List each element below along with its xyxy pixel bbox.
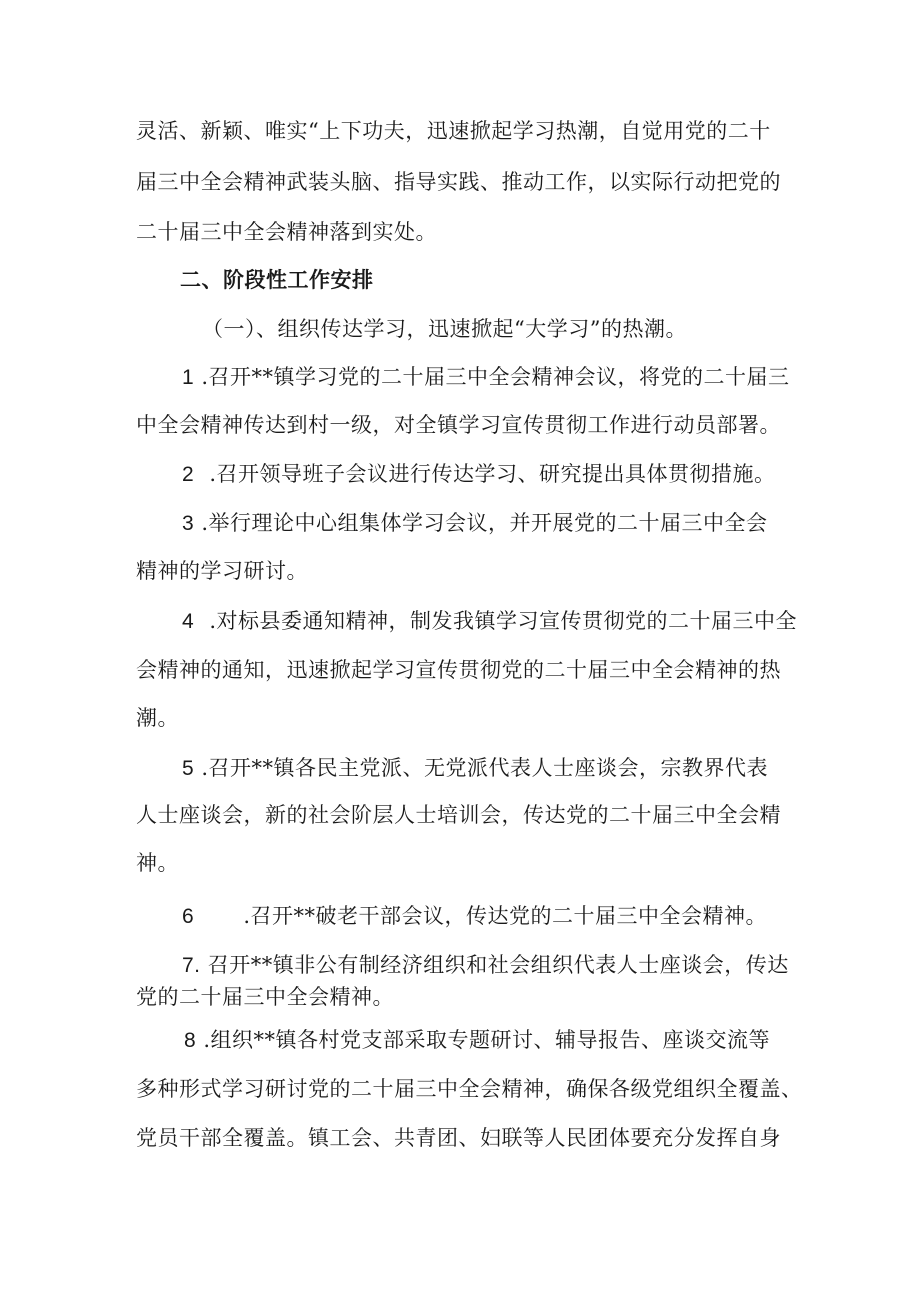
list-item-7 bbox=[182, 951, 789, 980]
item-text: .召开**镇学习党的二十届三中全会精神会议，将党的二十届三 bbox=[201, 365, 790, 389]
paragraph-line: 党员干部全覆盖。镇工会、共青团、妇联等人民团体要充分发挥自身 bbox=[136, 1126, 781, 1150]
item-number: 2 bbox=[182, 463, 195, 486]
paragraph-line: 精神的学习研讨。 bbox=[136, 559, 308, 583]
paragraph-line: 二十届三中全会精神落到实处。 bbox=[136, 220, 437, 244]
paragraph-line: 多种形式学习研讨党的二十届三中全会精神，确保各级党组织全覆盖、 bbox=[136, 1077, 803, 1101]
list-item-4 bbox=[182, 607, 797, 636]
paragraph-line: 中全会精神传达到村一级，对全镇学习宣传贯彻工作进行动员部署。 bbox=[136, 413, 781, 437]
subheading: （一）、组织传达学习，迅速掀起“大学习”的热潮。 bbox=[202, 317, 687, 341]
item-text: .召开领导班子会议进行传达学习、研究提出具体贯彻措施。 bbox=[209, 462, 776, 486]
list-item-6 bbox=[182, 902, 767, 931]
list-item-5 bbox=[182, 754, 768, 783]
item-number: 7. bbox=[182, 954, 201, 977]
item-number: 3 bbox=[182, 512, 195, 535]
paragraph-line: 会精神的通知，迅速掀起学习宣传贯彻党的二十届三中全会精神的热 bbox=[136, 658, 781, 682]
item-number: 4 bbox=[182, 610, 195, 633]
paragraph-line: 党的二十届三中全会精神。 bbox=[136, 985, 394, 1009]
item-number: 5 bbox=[182, 757, 195, 780]
item-text: .举行理论中心组集体学习会议，并开展党的二十届三中全会 bbox=[201, 511, 768, 535]
paragraph-line: 届三中全会精神武装头脑、指导实践、推动工作，以实际行动把党的 bbox=[136, 170, 781, 194]
list-item-1 bbox=[182, 363, 790, 392]
paragraph-line: 潮。 bbox=[136, 706, 179, 730]
item-number: 6 bbox=[182, 905, 195, 928]
item-text: .召开**破老干部会议，传达党的二十届三中全会精神。 bbox=[243, 904, 768, 928]
section-heading: 二、阶段性工作安排 bbox=[180, 268, 374, 292]
paragraph-line: 灵活、新颖、唯实“上下功夫，迅速掀起学习热潮，自觉用党的二十 bbox=[136, 119, 771, 143]
list-item-2 bbox=[182, 460, 776, 489]
item-text: .召开**镇各民主党派、无党派代表人士座谈会，宗教界代表 bbox=[201, 756, 769, 780]
item-text: 召开**镇非公有制经济组织和社会组织代表人士座谈会，传达 bbox=[207, 953, 789, 977]
list-item-8 bbox=[184, 1026, 770, 1055]
item-number: 1 bbox=[182, 366, 195, 389]
list-item-3 bbox=[182, 509, 768, 538]
item-text: .对标县委通知精神，制发我镇学习宣传贯彻党的二十届三中全 bbox=[209, 609, 798, 633]
item-text: .组织**镇各村党支部采取专题研讨、辅导报告、座谈交流等 bbox=[203, 1028, 771, 1052]
item-number: 8 bbox=[184, 1029, 197, 1052]
paragraph-line: 神。 bbox=[136, 851, 179, 875]
paragraph-line: 人士座谈会，新的社会阶层人士培训会，传达党的二十届三中全会精 bbox=[136, 803, 781, 827]
